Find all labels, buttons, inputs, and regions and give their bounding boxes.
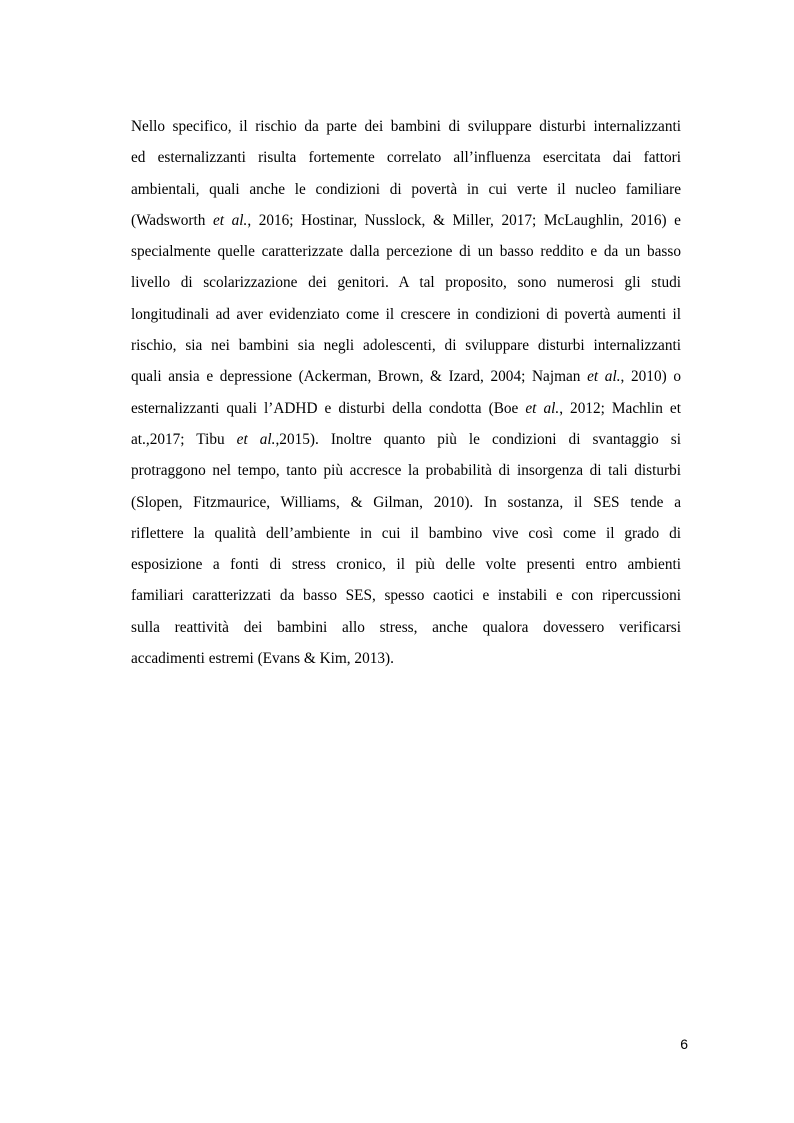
paragraph-line: ed esternalizzanti risulta fortemente correlato all’influenza esercitata dai fattori (131, 149, 681, 167)
body-paragraph (131, 111, 681, 674)
line-text: (Wadsworth (131, 211, 213, 229)
line-text: esternalizzanti quali l’ADHD e disturbi della condotta (Boe (131, 399, 526, 417)
paragraph-line: Nello specifico, il rischio da parte dei bambini di sviluppare disturbi internalizzanti (131, 118, 681, 135)
italic-citation: et al. (212, 211, 248, 229)
paragraph-line: specialmente quelle caratterizzate dalla percezione di un basso reddito e da un basso (131, 243, 681, 261)
paragraph-line (131, 205, 681, 236)
line-text: quali ansia e depressione (Ackerman, Brown, & Izard, 2004; Najman (131, 368, 588, 386)
paragraph-line: ambientali, quali anche le condizioni di povertà in cui verte il nucleo familiare (131, 180, 681, 198)
paragraph-line: esposizione a fonti di stress cronico, il più delle volte presenti entro ambienti (131, 556, 681, 574)
paragraph-line: (Slopen, Fitzmaurice, Williams, & Gilman, 2010). In sostanza, il SES tende a (131, 493, 681, 511)
paragraph-line (131, 361, 681, 392)
paragraph-line: rischio, sia nei bambini sia negli adolescenti, di sviluppare disturbi internalizzanti (131, 337, 681, 355)
line-text: , 2010) o (620, 368, 681, 386)
paragraph-line: accadimenti estremi (Evans & Kim, 2013). (131, 650, 394, 668)
paragraph-line: riflettere la qualità dell’ambiente in cui il bambino vive così come il grado di (131, 524, 681, 542)
paragraph-line (131, 393, 681, 424)
paragraph-line: protraggono nel tempo, tanto più accresce la probabilità di insorgenza di tali disturbi (131, 462, 681, 480)
line-text: , 2012; Machlin et (559, 399, 681, 417)
line-text: ,2015). Inoltre quanto più le condizioni di svantaggio si (275, 430, 681, 448)
paragraph-line: sulla reattività dei bambini allo stress, anche qualora dovessero verificarsi (131, 618, 681, 636)
line-text: at.,2017; Tibu (131, 430, 237, 448)
italic-citation: et al. (525, 399, 560, 417)
paragraph-line (131, 424, 681, 455)
paragraph-line: livello di scolarizzazione dei genitori. A tal proposito, sono numerosi gli studi (131, 274, 681, 292)
paragraph-line: longitudinali ad aver evidenziato come il crescere in condizioni di povertà aumenti il (131, 305, 681, 323)
line-text: , 2016; Hostinar, Nusslock, & Miller, 2017; McLaughlin, 2016) e (247, 211, 681, 229)
paragraph-line: familiari caratterizzati da basso SES, spesso caotici e instabili e con ripercussioni (131, 587, 681, 605)
page-number: 6 (680, 1036, 688, 1052)
italic-citation: et al. (587, 368, 621, 386)
italic-citation: et al. (236, 430, 276, 448)
